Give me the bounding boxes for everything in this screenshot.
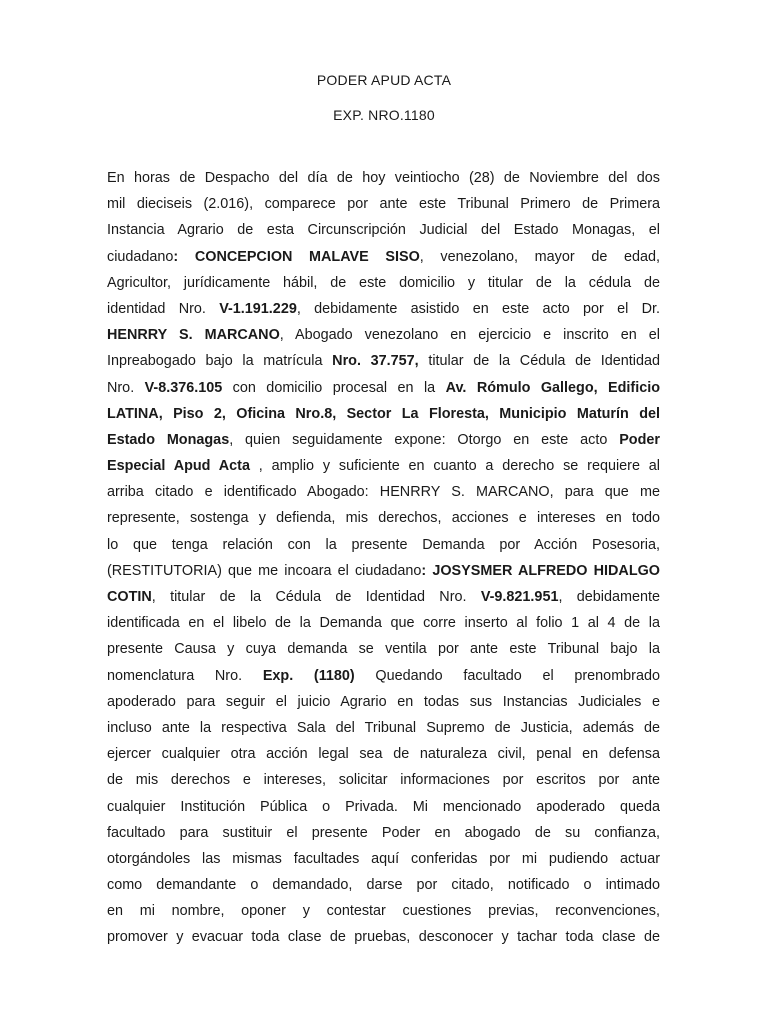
text-run: identidad Nro. — [107, 300, 220, 317]
paragraph-line — [107, 270, 660, 296]
bold-text: Nro. 37.757, — [332, 353, 419, 370]
text-run: en mi nombre, oponer y contestar cuestiones previas, reconvenciones, — [107, 903, 660, 920]
paragraph-line — [107, 217, 660, 243]
paragraph-line — [107, 296, 660, 322]
text-run: , titular de la Cédula de Identidad Nro. — [151, 589, 481, 605]
text-run: arriba citado e identificado Abogado: HENRRY S. MARCANO, para que me — [107, 484, 660, 501]
paragraph-line — [107, 375, 660, 401]
text-run: Instancia Agrario de esta Circunscripción Judicial del Estado Monagas, el — [107, 222, 660, 239]
paragraph-line — [107, 558, 660, 584]
text-run: lo que tenga relación con la presente Demanda por Acción Posesoria, — [107, 536, 660, 553]
text-run: , amplio y suficiente en cuanto a derecho se requiere al — [249, 458, 660, 475]
paragraph-line — [107, 689, 660, 715]
bold-text: V-1.191.229 — [219, 300, 297, 317]
paragraph-line — [107, 741, 660, 767]
bold-text: V-8.376.105 — [144, 379, 223, 396]
paragraph-line — [107, 610, 660, 636]
document-body — [107, 165, 660, 951]
text-run: de mis derechos e intereses, solicitar informaciones por escritos por ante — [107, 772, 660, 789]
text-run: , debidamente asistido en este acto por el Dr. — [296, 300, 660, 317]
text-run: represente, sostenga y defienda, mis derechos, acciones e intereses en todo — [107, 510, 660, 527]
paragraph-line — [107, 505, 660, 531]
text-run: , Abogado venezolano en ejercicio e inscrito en el — [279, 327, 660, 344]
text-run: ejercer cualquier otra acción legal sea de naturaleza civil, penal en defensa — [107, 746, 660, 763]
paragraph-line — [107, 244, 660, 270]
paragraph-line — [107, 767, 660, 793]
bold-text: V-9.821.951 — [480, 589, 559, 605]
text-run: con domicilio procesal en la — [222, 379, 446, 396]
paragraph-line — [107, 584, 660, 610]
bold-text: LATINA, Piso 2, Oficina Nro.8, Sector La Floresta, Municipio Maturín del — [107, 405, 660, 422]
text-run: promover y evacuar toda clase de pruebas, desconocer y tachar toda clase de — [107, 929, 660, 946]
text-run: mil dieciseis (2.016), comparece por ante este Tribunal Primero de Primera — [107, 196, 660, 213]
bold-text: COTIN — [107, 589, 152, 605]
text-run: cualquier Institución Pública o Privada. Mi mencionado apoderado queda — [107, 798, 660, 815]
text-run: nomenclatura Nro. — [107, 667, 263, 684]
bold-text: : CONCEPCION MALAVE SISO — [173, 248, 420, 265]
bold-text: Poder — [619, 431, 660, 448]
paragraph-line — [107, 322, 660, 348]
paragraph-line — [107, 820, 660, 846]
text-run: titular de la Cédula de Identidad — [418, 353, 660, 370]
text-run: otorgándoles las mismas facultades aquí conferidas por mi pudiendo actuar — [107, 850, 660, 867]
paragraph-line — [107, 898, 660, 924]
paragraph-line — [107, 401, 660, 427]
document-title: PODER APUD ACTA — [316, 72, 452, 88]
text-run: , debidamente — [558, 589, 660, 605]
document-expediente: EXP. NRO.1180 — [333, 107, 435, 123]
paragraph-line — [107, 715, 660, 741]
text-run: Agricultor, jurídicamente hábil, de este domicilio y titular de la cédula de — [107, 274, 660, 291]
text-run: facultado para sustituir el presente Poder en abogado de su confianza, — [107, 824, 660, 841]
text-run: En horas de Despacho del día de hoy veintiocho (28) de Noviembre del dos — [107, 170, 660, 186]
paragraph-line — [107, 427, 660, 453]
bold-text: : JOSYSMER ALFREDO HIDALGO — [421, 562, 660, 579]
paragraph-line — [107, 191, 660, 217]
text-run: , quien seguidamente expone: Otorgo en este acto — [229, 431, 620, 448]
paragraph-line — [107, 165, 660, 191]
text-run: identificada en el libelo de la Demanda que corre inserto al folio 1 al 4 de la — [107, 615, 660, 632]
text-run: presente Causa y cuya demanda se ventila por ante este Tribunal bajo la — [107, 641, 660, 658]
paragraph-line — [107, 348, 660, 374]
text-run: ciudadano — [107, 248, 174, 265]
paragraph-line — [107, 872, 660, 898]
text-run: Inpreabogado bajo la matrícula — [107, 353, 333, 370]
paragraph-line — [107, 794, 660, 820]
bold-text: Estado Monagas — [107, 431, 230, 448]
text-run: (RESTITUTORIA) que me incoara el ciudadano — [107, 562, 422, 579]
text-run: como demandante o demandado, darse por citado, notificado o intimado — [107, 877, 660, 894]
text-run: incluso ante la respectiva Sala del Tribunal Supremo de Justicia, además de — [107, 719, 660, 736]
paragraph-line — [107, 924, 660, 950]
text-run: Quedando facultado el prenombrado — [354, 667, 660, 684]
paragraph-line — [107, 636, 660, 662]
paragraph-line — [107, 846, 660, 872]
paragraph-line — [107, 453, 660, 479]
paragraph-line — [107, 479, 660, 505]
paragraph-line — [107, 663, 660, 689]
bold-text: Exp. (1180) — [262, 667, 355, 684]
paragraph-line — [107, 532, 660, 558]
text-run: , venezolano, mayor de edad, — [419, 248, 660, 265]
bold-text: Especial Apud Acta — [107, 458, 250, 475]
text-run: Nro. — [107, 379, 145, 396]
bold-text: HENRRY S. MARCANO — [107, 327, 280, 344]
text-run: apoderado para seguir el juicio Agrario en todas sus Instancias Judiciales e — [107, 693, 660, 710]
bold-text: Av. Rómulo Gallego, Edificio — [445, 379, 660, 396]
